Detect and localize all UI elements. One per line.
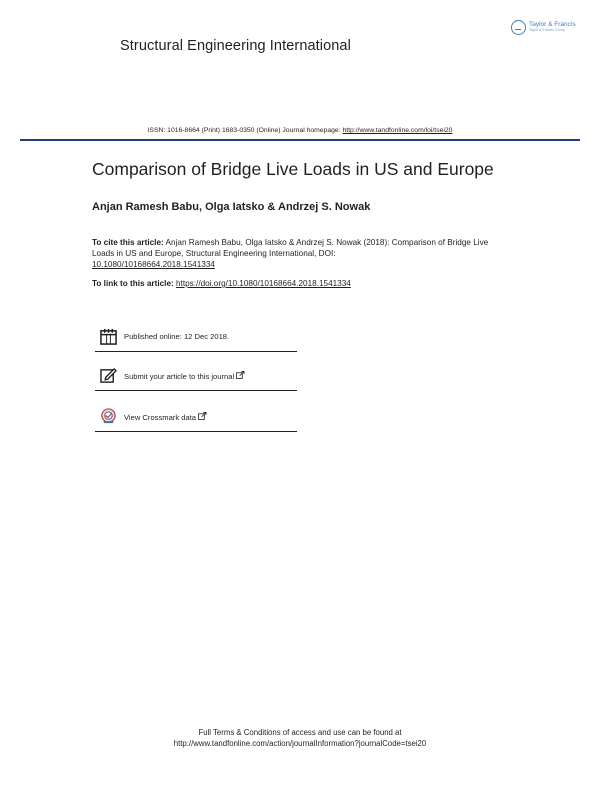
- crossmark-label[interactable]: [124, 412, 207, 422]
- external-link-icon: [236, 371, 245, 379]
- box-divider: [95, 390, 297, 391]
- external-link-icon: [198, 412, 207, 420]
- publisher-logo-icon: [511, 20, 526, 35]
- citation-doi-link[interactable]: 10.1080/10168664.2018.1541334: [92, 260, 215, 270]
- calendar-icon: [100, 328, 117, 345]
- issn-line: [0, 127, 600, 134]
- citation-block: [92, 237, 512, 271]
- citation-label: To cite this article:: [92, 238, 164, 247]
- publisher-logo[interactable]: [511, 16, 586, 38]
- article-title: Comparison of Bridge Live Loads in US and Europe: [92, 159, 494, 179]
- article-link-label: To link to this article:: [92, 279, 177, 288]
- published-online-box: [95, 328, 297, 352]
- footer: [0, 727, 600, 749]
- submit-article-text: Submit your article to this journal: [124, 372, 235, 381]
- footer-terms-link[interactable]: http://www.tandfonline.com/action/journalInformation?journalCode=tsei20: [173, 739, 427, 748]
- journal-homepage-link[interactable]: http://www.tandfonline.com/loi/tsei20: [342, 127, 453, 134]
- publisher-logo-tagline: Taylor & Francis Group: [529, 28, 565, 32]
- article-link-url[interactable]: https://doi.org/10.1080/10168664.2018.1541334: [176, 279, 351, 288]
- submit-article-box[interactable]: [95, 367, 297, 391]
- footer-terms-text: Full Terms & Conditions of access and use can be found at: [198, 728, 402, 737]
- issn-text: ISSN: 1016-8664 (Print) 1683-0350 (Online) Journal homepage:: [147, 127, 343, 134]
- header-divider: [20, 139, 580, 141]
- published-online-label: Published online: 12 Dec 2018.: [124, 332, 230, 341]
- crossmark-box[interactable]: [95, 408, 297, 432]
- publisher-logo-name: Taylor & Francis: [529, 20, 576, 28]
- citation-text: Anjan Ramesh Babu, Olga Iatsko & Andrzej S. Nowak (2018): Comparison of Bridge Live Loads in US and Europe, Structural Engineering International, DOI:: [92, 238, 489, 259]
- article-authors: Anjan Ramesh Babu, Olga Iatsko & Andrzej S. Nowak: [92, 201, 371, 213]
- box-divider: [95, 431, 297, 432]
- submit-article-label[interactable]: [124, 371, 245, 381]
- crossmark-icon: [100, 408, 117, 425]
- article-link-block: [92, 279, 351, 288]
- crossmark-text: View Crossmark data: [124, 413, 197, 422]
- edit-icon: [100, 367, 117, 384]
- journal-title: Structural Engineering International: [120, 38, 351, 54]
- box-divider: [95, 351, 297, 352]
